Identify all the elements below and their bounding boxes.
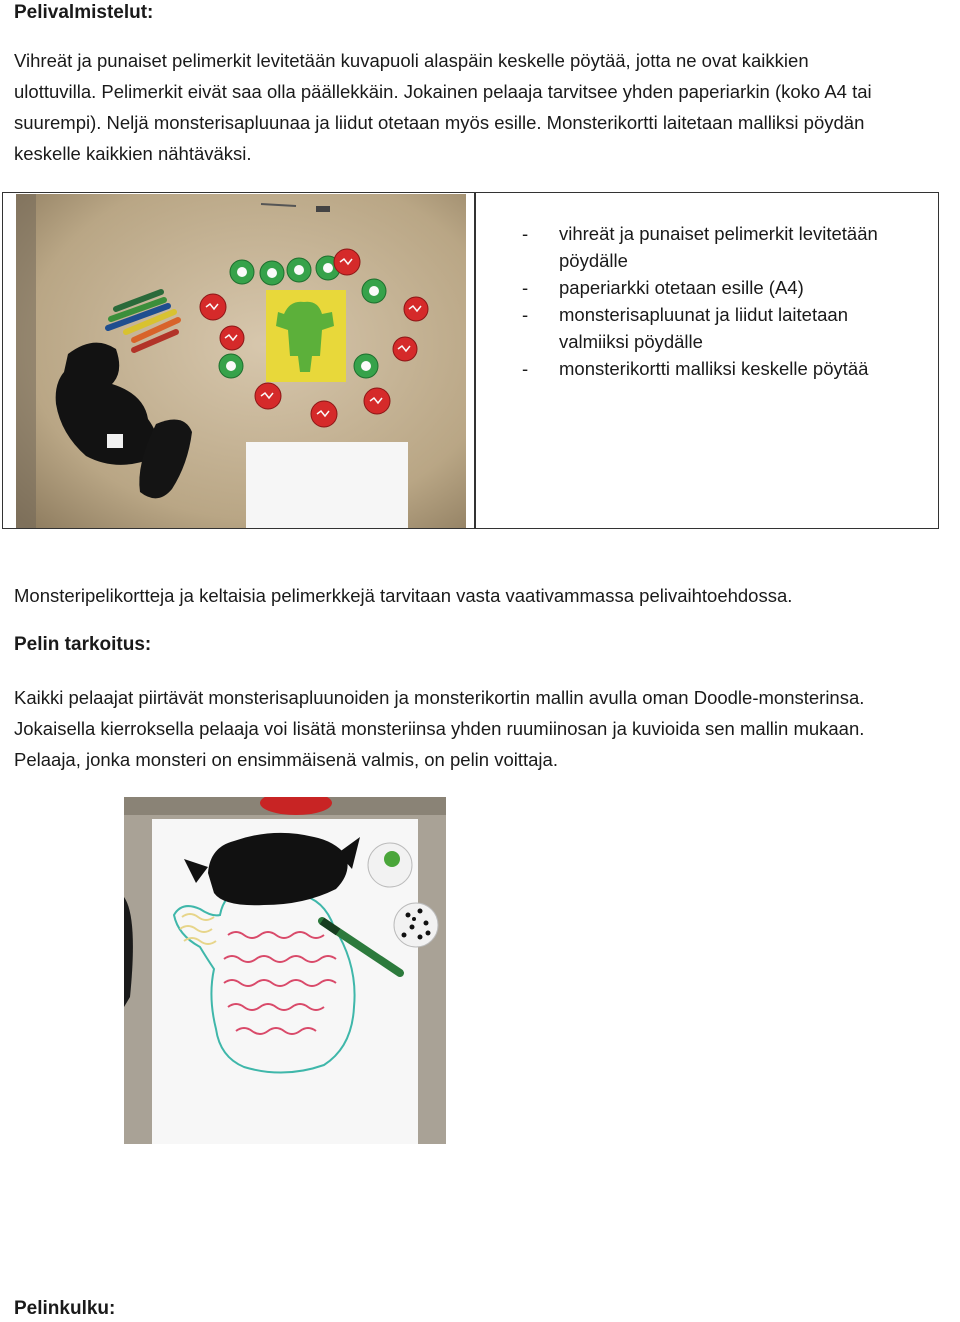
paragraph-line: keskelle kaikkien nähtäväksi. <box>14 143 252 164</box>
setup-paragraph <box>14 45 960 169</box>
paragraph-line: ulottuvilla. Pelimerkit eivät saa olla päällekkäin. Jokainen pelaaja tarvitsee yhden paperiarkin (koko A4 tai <box>14 81 872 102</box>
table-divider <box>474 192 476 529</box>
list-item: - monsterikortti malliksi keskelle pöytää <box>522 355 922 382</box>
list-item: - vihreät ja punaiset pelimerkit levitetään pöydälle <box>522 220 922 274</box>
list-item: - paperiarkki otetaan esille (A4) <box>522 274 922 301</box>
setup-bullet-list <box>522 220 922 382</box>
paragraph-line: suurempi). Neljä monsterisapluunaa ja liidut otetaan myös esille. Monsterikortti laitetaan malliksi pöydän <box>14 112 865 133</box>
note-paragraph: Monsteripelikortteja ja keltaisia pelimerkkejä tarvitaan vasta vaativammassa pelivaihtoehdossa. <box>14 585 793 606</box>
paragraph-line: Pelaaja, jonka monsteri on ensimmäisenä valmis, on pelin voittaja. <box>14 749 558 770</box>
photo-table-setup <box>16 194 466 528</box>
photo-monster-drawing <box>124 797 446 1144</box>
section-heading-pelivalmistelut: Pelivalmistelut: <box>14 2 154 23</box>
section-heading-pelin-tarkoitus: Pelin tarkoitus: <box>14 634 152 655</box>
paragraph-line: Kaikki pelaajat piirtävät monsterisapluunoiden ja monsterikortin mallin avulla oman Doodle-monsterinsa. <box>14 687 865 708</box>
list-item: - monsterisapluunat ja liidut laitetaan valmiiksi pöydälle <box>522 301 922 355</box>
paragraph-line: Vihreät ja punaiset pelimerkit levitetään kuvapuoli alaspäin keskelle pöytää, jotta ne ovat kaikkien <box>14 50 809 71</box>
purpose-paragraph <box>14 682 960 775</box>
paragraph-line: Jokaisella kierroksella pelaaja voi lisätä monsteriinsa yhden ruumiinosan ja kuvioida sen mallin mukaan. <box>14 718 865 739</box>
section-heading-pelinkulku: Pelinkulku: <box>14 1298 116 1319</box>
